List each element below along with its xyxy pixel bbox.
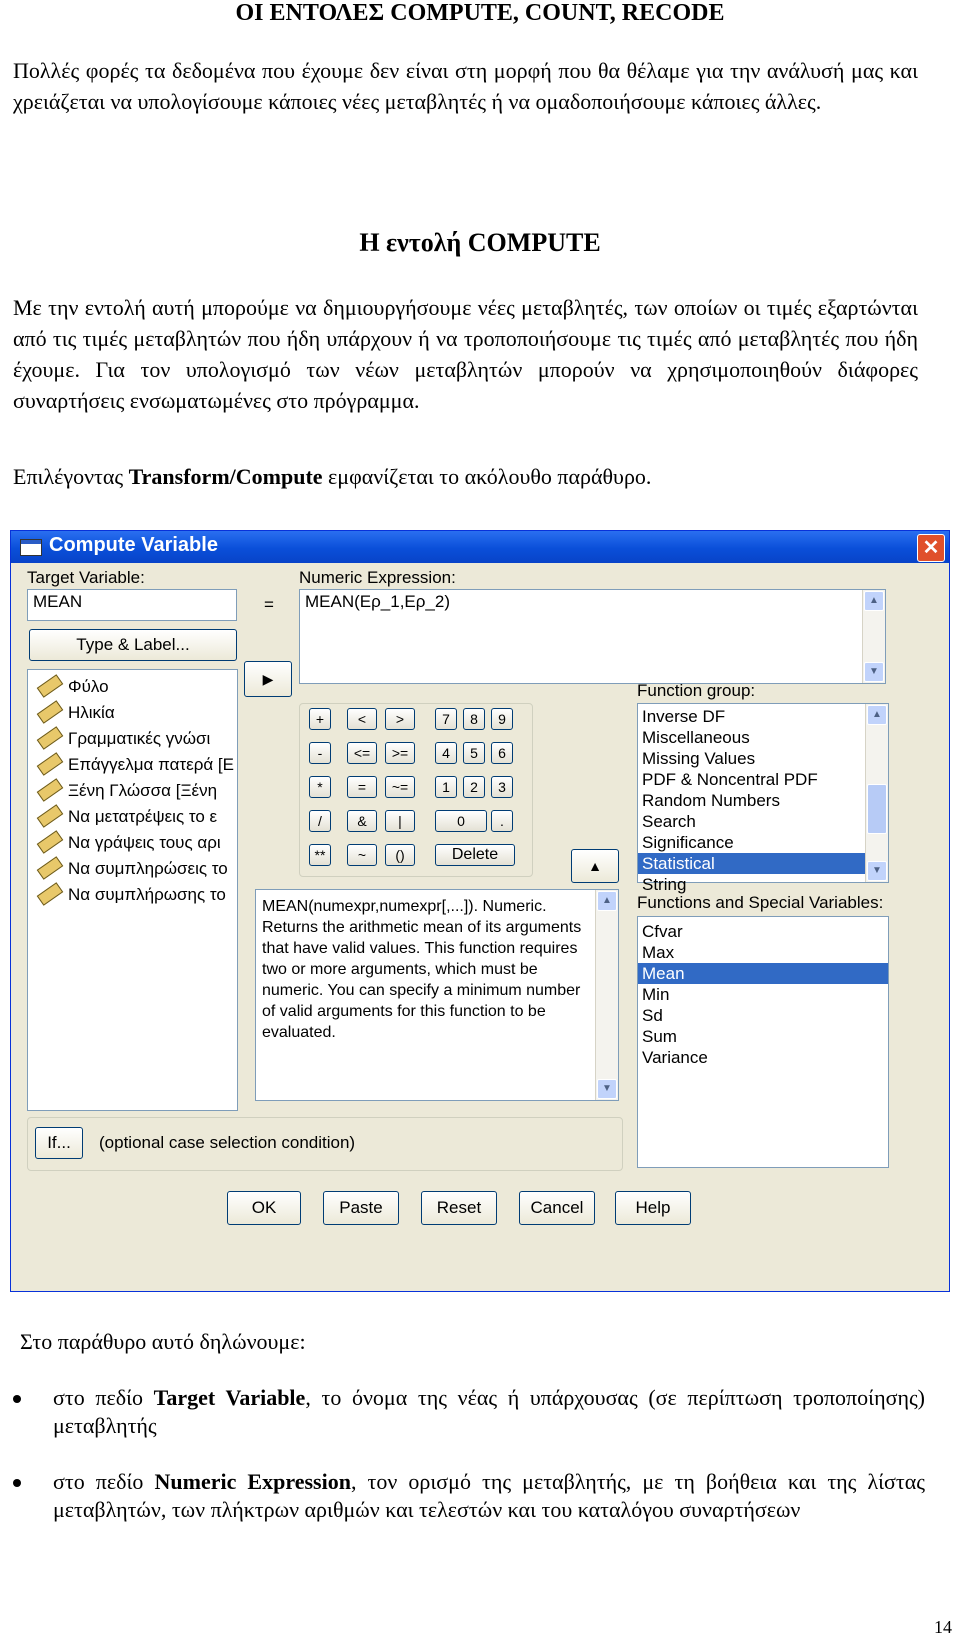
- move-variable-button[interactable]: ▶: [244, 661, 292, 697]
- dialog-title: Compute Variable: [49, 534, 218, 556]
- keypad-key[interactable]: .: [491, 810, 513, 832]
- bullet-icon: [13, 1395, 21, 1403]
- variable-label: Επάγγελμα πατερά [Ε: [68, 755, 234, 774]
- cancel-button[interactable]: Cancel: [519, 1191, 595, 1225]
- paste-button[interactable]: Paste: [323, 1191, 399, 1225]
- variable-item[interactable]: [28, 804, 237, 830]
- function-item[interactable]: Sum: [642, 1027, 677, 1046]
- page-number: 14: [934, 1617, 952, 1637]
- scale-variable-icon: [37, 700, 64, 724]
- equals-sign: =: [264, 595, 274, 614]
- function-item[interactable]: Max: [642, 943, 675, 962]
- variable-item[interactable]: [28, 882, 237, 908]
- keypad-key[interactable]: >=: [385, 742, 415, 764]
- expression-scrollbar[interactable]: [862, 590, 885, 683]
- variable-label: Ξένη Γλώσσα [Ξένη: [68, 781, 218, 800]
- compute-variable-dialog: [10, 530, 950, 1292]
- keypad-key[interactable]: *: [309, 776, 331, 798]
- function-item[interactable]: Cfvar: [642, 922, 683, 941]
- description-scrollbar[interactable]: [595, 890, 618, 1100]
- window-icon: [20, 539, 42, 556]
- keypad-key[interactable]: 6: [491, 742, 513, 764]
- variable-label: Να μετατρέψεις το ε: [68, 807, 218, 826]
- insert-function-button[interactable]: ▲: [571, 849, 619, 883]
- bullet-prefix: στο πεδίο: [53, 1469, 155, 1494]
- keypad-key[interactable]: **: [309, 844, 331, 866]
- function-group-list[interactable]: [637, 703, 889, 894]
- numeric-expression-input[interactable]: [299, 589, 886, 684]
- function-group-item[interactable]: String: [642, 875, 687, 894]
- variable-item[interactable]: [28, 856, 237, 882]
- scroll-thumb[interactable]: [867, 784, 887, 834]
- function-description: [255, 889, 619, 1101]
- type-label-button[interactable]: Type & Label...: [29, 629, 237, 661]
- variable-item[interactable]: [28, 778, 237, 804]
- numeric-expression-label: Numeric Expression:: [299, 568, 456, 587]
- keypad-key[interactable]: &: [347, 810, 377, 832]
- keypad-key[interactable]: +: [309, 708, 331, 730]
- scroll-down-icon[interactable]: ▼: [864, 662, 884, 682]
- close-button[interactable]: ✕: [917, 534, 945, 562]
- scale-variable-icon: [37, 830, 64, 854]
- variable-item[interactable]: [28, 830, 237, 856]
- scroll-down-icon[interactable]: ▼: [597, 1079, 617, 1099]
- functions-list[interactable]: [637, 916, 889, 1168]
- keypad-key[interactable]: 0: [435, 810, 487, 832]
- keypad-key[interactable]: /: [309, 810, 331, 832]
- bullet-term: Target Variable: [153, 1385, 306, 1410]
- function-item[interactable]: Variance: [642, 1048, 708, 1067]
- variable-label: Να συμπληρώσεις το: [68, 859, 228, 878]
- keypad-key[interactable]: ~=: [385, 776, 415, 798]
- function-group-item[interactable]: Missing Values: [642, 749, 756, 768]
- target-variable-label: Target Variable:: [27, 568, 145, 587]
- keypad-key[interactable]: -: [309, 742, 331, 764]
- keypad-key[interactable]: 4: [435, 742, 457, 764]
- function-group-item[interactable]: Random Numbers: [642, 791, 780, 810]
- delete-key[interactable]: Delete: [435, 844, 515, 866]
- section-title: Η εντολή COMPUTE: [359, 228, 601, 257]
- bullet-text: [53, 1384, 925, 1440]
- scale-variable-icon: [37, 778, 64, 802]
- function-description-text: MEAN(numexpr,numexpr[,...]). Numeric. Returns the arithmetic mean of its arguments that have valid values. This function requires two or more arguments, which must be numeric. You can specify a minimum number of valid arguments for this function to be evaluated.: [262, 898, 582, 1041]
- menu-instruction-suffix: εμφανίζεται το ακόλουθο παράθυρο.: [322, 464, 652, 489]
- keypad-key[interactable]: 7: [435, 708, 457, 730]
- functions-label: Functions and Special Variables:: [637, 893, 884, 912]
- reset-button[interactable]: Reset: [421, 1191, 497, 1225]
- bullet-icon: [13, 1479, 21, 1487]
- intro-paragraph: Πολλές φορές τα δεδομένα που έχουμε δεν είναι στη μορφή που θα θέλαμε για την ανάλυσή μας και χρειάζεται να υπολογίσουμε κάποιες νέες μεταβλητές ή να ομαδοποιήσουμε κάποιες άλλες.: [13, 58, 918, 114]
- bullet-suffix: , τον ορισμό της μεταβλητής, με τη βοήθεια και της λίστας μεταβλητών, των πλήκτρων αριθμών και τελεστών και του καταλόγου συναρτήσεων: [53, 1469, 925, 1522]
- function-group-item[interactable]: Search: [642, 812, 696, 831]
- variable-label: Ηλικία: [68, 703, 115, 722]
- bullet-text: [53, 1468, 925, 1524]
- variable-list[interactable]: [27, 669, 238, 1111]
- function-group-label: Function group:: [637, 681, 756, 700]
- function-group-item[interactable]: PDF & Noncentral PDF: [642, 770, 818, 789]
- variable-label: Να γράψεις τους αρι: [68, 833, 221, 852]
- scale-variable-icon: [37, 882, 64, 906]
- menu-instruction: [13, 461, 918, 492]
- keypad-key[interactable]: 8: [463, 708, 485, 730]
- scroll-up-icon[interactable]: ▲: [864, 591, 884, 611]
- function-group-item[interactable]: Significance: [642, 833, 734, 852]
- variable-label: Να συμπλήρωσης το: [68, 885, 226, 904]
- scale-variable-icon: [37, 752, 64, 776]
- variable-item[interactable]: [28, 752, 237, 778]
- scale-variable-icon: [37, 856, 64, 880]
- keypad-key[interactable]: 2: [463, 776, 485, 798]
- scale-variable-icon: [37, 726, 64, 750]
- function-group-item[interactable]: Inverse DF: [642, 707, 726, 726]
- keypad-key[interactable]: >: [385, 708, 415, 730]
- keypad-key[interactable]: 5: [463, 742, 485, 764]
- scroll-up-icon[interactable]: ▲: [597, 891, 617, 911]
- help-button[interactable]: Help: [615, 1191, 691, 1225]
- target-variable-input[interactable]: MEAN: [27, 589, 237, 621]
- bullet-term: Numeric Expression: [154, 1469, 351, 1494]
- scale-variable-icon: [37, 674, 64, 698]
- function-group-item[interactable]: Miscellaneous: [642, 728, 750, 747]
- scroll-up-icon[interactable]: ▲: [867, 705, 887, 725]
- keypad-key[interactable]: <: [347, 708, 377, 730]
- menu-path: Transform/Compute: [128, 464, 323, 489]
- keypad-key[interactable]: =: [347, 776, 377, 798]
- function-group-scrollbar[interactable]: [865, 704, 888, 882]
- bullet-suffix: , το όνομα της νέας ή υπάρχουσας (σε περίπτωση τροποποίησης) μεταβλητής: [53, 1385, 925, 1438]
- section-paragraph: Με την εντολή αυτή μπορούμε να δημιουργήσουμε νέες μεταβλητές, των οποίων οι τιμές εξαρτώνται από τις τιμές μεταβλητών που ήδη υπάρχουν ή να τροποποιήσουμε τις τιμές από μεταβλητές που ήδη έχουμε. Για τον υπολογισμό των νέων μεταβλητών μπορούν να χρησιμοποιηθούν διάφορες συναρτήσεις ενσωματωμένες στο πρόγραμμα.: [13, 295, 918, 413]
- variable-label: Γραμματικές γνώσι: [68, 729, 211, 748]
- bullet-prefix: στο πεδίο: [53, 1385, 154, 1410]
- function-group-item[interactable]: Statistical: [638, 853, 888, 874]
- function-item[interactable]: Sd: [642, 1006, 663, 1025]
- function-item[interactable]: Min: [642, 985, 670, 1004]
- keypad-key[interactable]: ~: [347, 844, 377, 866]
- after-dialog-text: Στο παράθυρο αυτό δηλώνουμε:: [20, 1329, 306, 1354]
- dialog-titlebar: [11, 531, 949, 563]
- menu-instruction-prefix: Επιλέγοντας: [13, 464, 129, 489]
- numeric-expression-value: MEAN(Ερ_1,Ερ_2): [305, 592, 450, 611]
- keypad-key[interactable]: 9: [491, 708, 513, 730]
- scale-variable-icon: [37, 804, 64, 828]
- ok-button[interactable]: OK: [227, 1191, 301, 1225]
- variable-item[interactable]: [28, 700, 237, 726]
- page-heading: ΟΙ ΕΝΤΟΛΕΣ COMPUTE, COUNT, RECODE: [235, 0, 725, 26]
- keypad-key[interactable]: <=: [347, 742, 377, 764]
- variable-item[interactable]: [28, 726, 237, 752]
- if-condition-text: (optional case selection condition): [99, 1133, 356, 1152]
- keypad-key[interactable]: 1: [435, 776, 457, 798]
- keypad-key[interactable]: (): [385, 844, 415, 866]
- scroll-down-icon[interactable]: ▼: [867, 861, 887, 881]
- keypad-key[interactable]: 3: [491, 776, 513, 798]
- variable-label: Φύλο: [68, 677, 109, 696]
- variable-item[interactable]: [28, 674, 237, 700]
- if-button[interactable]: If...: [35, 1127, 83, 1159]
- keypad-key[interactable]: |: [385, 810, 415, 832]
- function-item[interactable]: Mean: [638, 963, 888, 984]
